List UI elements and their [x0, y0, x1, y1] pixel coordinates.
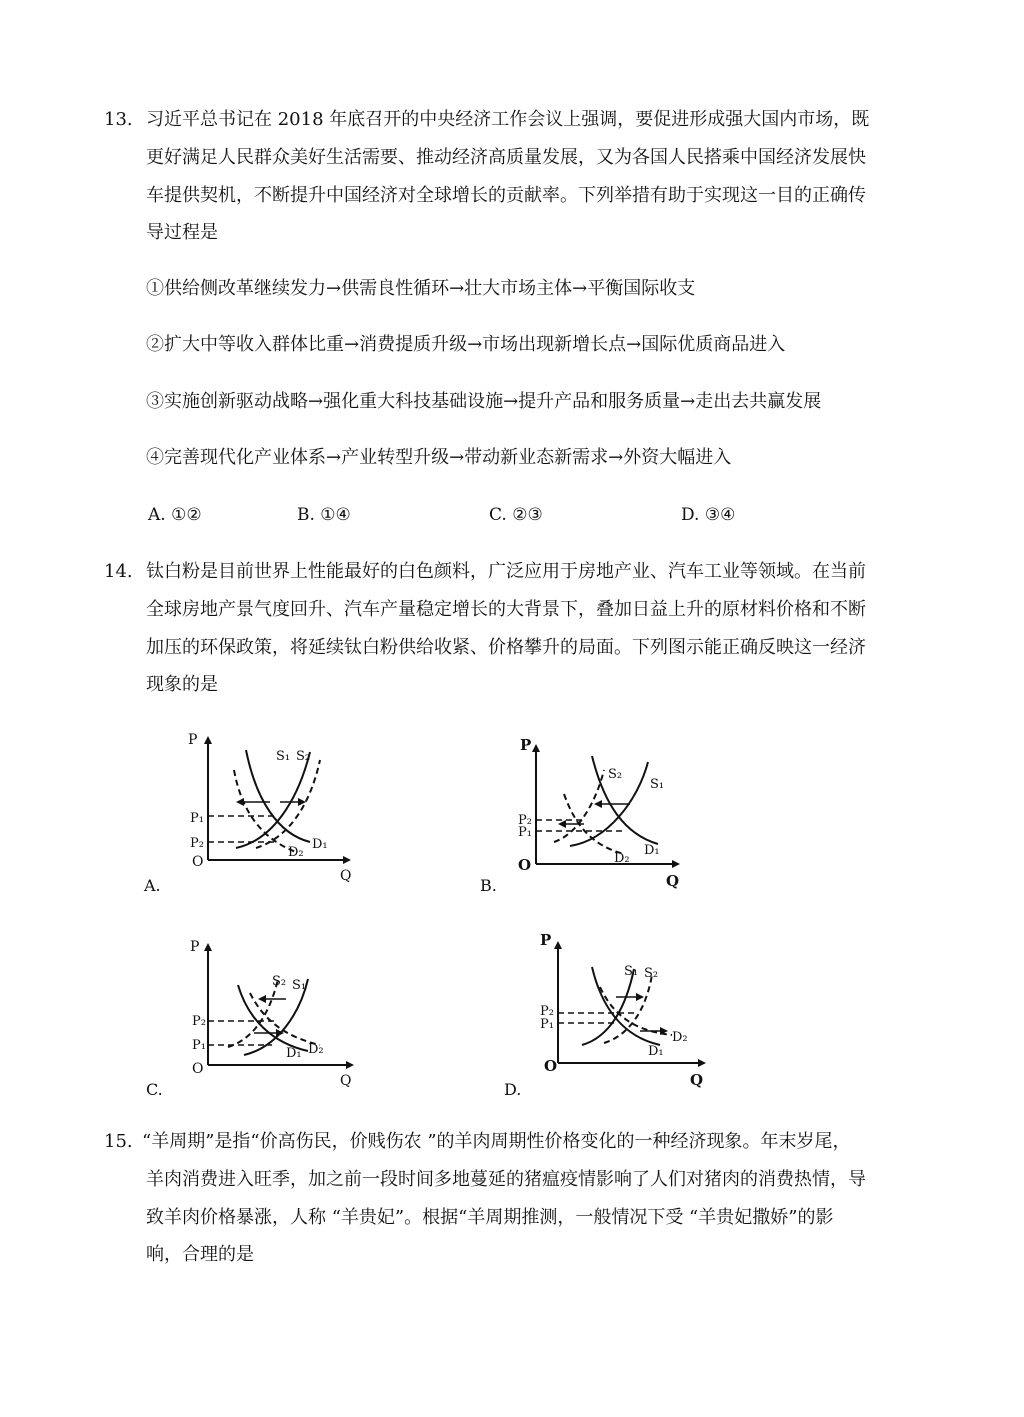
graph-b-p-label: P: [520, 736, 532, 754]
graph-b-p-upper: P₂: [518, 813, 532, 828]
graph-b-d-label-b: D₂: [614, 851, 630, 866]
graph-a-p-lower: P₂: [190, 836, 204, 851]
graph-b-origin: O: [518, 856, 532, 874]
graph-c-q-label: Q: [340, 1073, 352, 1089]
q13-item-3: ③实施创新驱动战略→强化重大科技基础设施→提升产品和服务质量→走出去共赢发展: [146, 391, 822, 412]
q13-option-d[interactable]: D. ③④: [681, 505, 736, 525]
graph-d-s-label-b: S₂: [644, 966, 659, 981]
graph-d-s-label-a: S₁: [624, 964, 639, 979]
graph-b-s-label-b: S₁: [650, 777, 665, 792]
q13-item-4: ④完善现代化产业体系→产业转型升级→带动新业态新需求→外资大幅进入: [146, 447, 732, 468]
graph-c[interactable]: [178, 935, 358, 1099]
supply-curve-s2: [604, 975, 652, 1043]
graph-b[interactable]: [500, 730, 690, 894]
q13-option-b[interactable]: B. ①④: [297, 505, 351, 525]
graph-a-p-upper: P₁: [190, 811, 204, 826]
graph-c-d-label-b: D₂: [308, 1042, 324, 1057]
graph-d-d-label-b: D₁: [648, 1044, 664, 1059]
q15-line: “羊周期”是指“价高伤民，价贱伤农 ”的羊肉周期性价格变化的一种经济现象。年末岁尾，: [142, 1131, 851, 1152]
graph-c-option[interactable]: C.: [146, 1080, 163, 1099]
q13-item-2: ②扩大中等收入群体比重→消费提质升级→市场出现新增长点→国际优质商品进入: [146, 334, 786, 355]
graph-c-origin: O: [192, 1061, 204, 1077]
graph-d-p-lower: P₁: [540, 1017, 554, 1032]
graph-c-s-label-a: S₂: [272, 974, 287, 989]
graph-a-option[interactable]: A.: [144, 876, 161, 895]
graph-b-d-label-a: D₁: [644, 843, 660, 858]
graph-c-d-label-a: D₁: [286, 1046, 302, 1061]
q15-number: 15.: [104, 1131, 133, 1152]
demand-curve-d2: [234, 770, 296, 852]
q13-option-c[interactable]: C. ②③: [489, 505, 543, 525]
q14-line: 加压的环保政策，将延续钛白粉供给收紧、价格攀升的局面。下列图示能正确反映这一经济: [146, 637, 866, 658]
graph-a-d-label-a: D₁: [312, 837, 328, 852]
graph-a-s-label-a: S₁: [276, 749, 291, 764]
q13-line: 导过程是: [146, 222, 218, 243]
graph-b-p-lower: P₁: [518, 825, 532, 840]
q14-number: 14.: [104, 561, 133, 582]
q14-line: 钛白粉是目前世界上性能最好的白色颜料，广泛应用于房地产业、汽车工业等领域。在当前: [146, 561, 866, 582]
q15-line: 响，合理的是: [146, 1244, 254, 1265]
q15-line: 羊肉消费进入旺季，加之前一段时间多地蔓延的猪瘟疫情影响了人们对猪肉的消费热情，导: [146, 1169, 866, 1190]
graph-c-p-upper: P₂: [192, 1014, 206, 1029]
q13-option-a[interactable]: A. ①②: [148, 505, 202, 525]
q13-line: 更好满足人民群众美好生活需要、推动经济高质量发展，又为各国人民搭乘中国经济发展快: [146, 147, 866, 168]
q15-line: 致羊肉价格暴涨，人称 “羊贵妃”。根据“羊周期推测，一般情况下受 “羊贵妃撒娇”的影: [146, 1207, 834, 1228]
graph-b-s-label-a: S₂: [608, 767, 623, 782]
graph-d-d-label-a: D₂: [672, 1030, 688, 1045]
q13-line: 车提供契机，不断提升中国经济对全球增长的贡献率。下列举措有助于实现这一目的正确传: [146, 185, 866, 206]
q14-line: 全球房地产景气度回升、汽车产量稳定增长的大背景下，叠加日益上升的原材料价格和不断: [146, 599, 866, 620]
graph-d-origin: O: [544, 1057, 558, 1075]
q14-line: 现象的是: [146, 674, 218, 695]
graph-a-q-label: Q: [340, 868, 352, 884]
graph-a-s-label-b: S₂: [296, 749, 311, 764]
graph-a[interactable]: [178, 730, 358, 894]
graph-d-p-upper: P₂: [540, 1004, 554, 1019]
supply-curve-s2: [228, 979, 278, 1047]
graph-a-origin: O: [192, 854, 204, 870]
q13-item-1: ①供给侧改革继续发力→供需良性循环→壮大市场主体→平衡国际收支: [146, 278, 696, 299]
q13-number: 13.: [104, 109, 133, 130]
graph-a-p-label: P: [188, 732, 198, 748]
graph-d-q-label: Q: [690, 1071, 704, 1089]
graph-c-p-lower: P₁: [192, 1038, 206, 1053]
graph-b-q-label: Q: [666, 872, 680, 890]
graph-d[interactable]: [526, 925, 716, 1094]
graph-c-s-label-b: S₁: [292, 978, 307, 993]
graph-a-d-label-b: D₂: [288, 845, 304, 860]
graph-d-p-label: P: [540, 931, 552, 949]
demand-curve-d2: [250, 993, 320, 1045]
graph-c-p-label: P: [190, 939, 200, 955]
graph-b-option[interactable]: B.: [480, 876, 497, 895]
graph-d-option[interactable]: D.: [504, 1080, 522, 1099]
q13-line: 习近平总书记在 2018 年底召开的中央经济工作会议上强调，要促进形成强大国内市场，既: [146, 109, 870, 130]
